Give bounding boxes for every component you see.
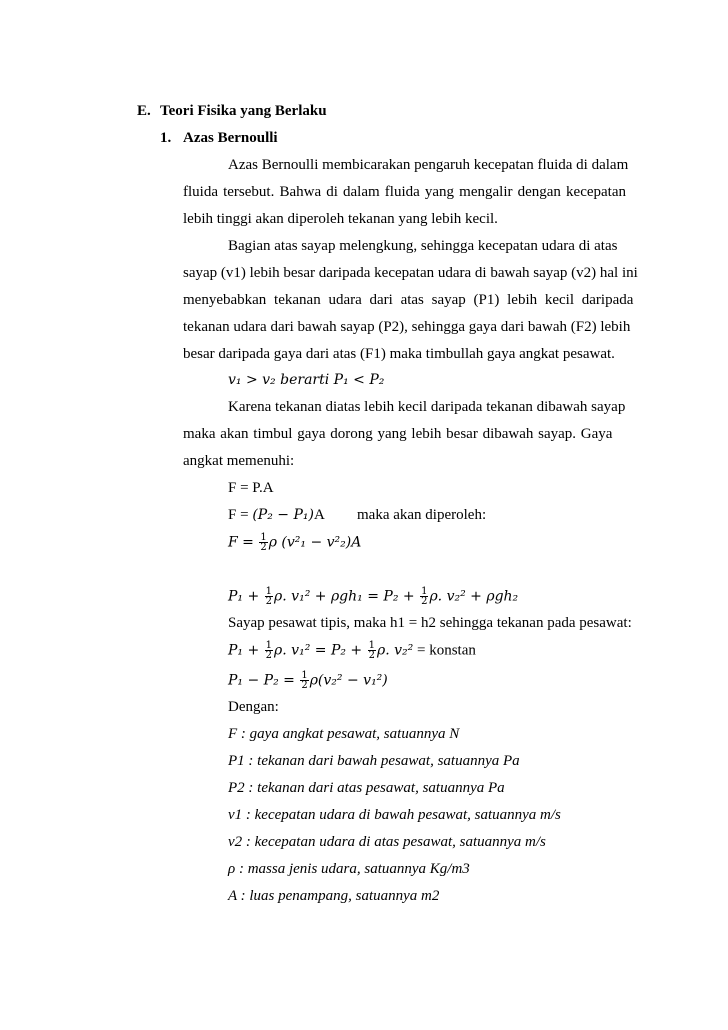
half-fraction [259, 533, 267, 552]
velocity-relation: v₁ > v₂ berarti P₁ < P₂ [228, 372, 385, 388]
p2-line-4: tekanan udara dari bawah sayap (P2), sehingga gaya dari bawah (F2) lebih [183, 319, 631, 335]
eq-force-diff [228, 506, 325, 524]
p3-line-1: Karena tekanan diatas lebih kecil daripada tekanan dibawah sayap [228, 399, 626, 415]
section-letter: E. [137, 103, 151, 119]
legend-item-f: F : gaya angkat pesawat, satuannya N [228, 726, 460, 742]
legend-item-rho: ρ : massa jenis udara, satuannya Kg/m3 [228, 861, 470, 877]
fraction-denominator: 2 [368, 650, 375, 661]
eq-bernoulli-left: P₁ + [228, 588, 264, 605]
p1-line-1: Azas Bernoulli membicarakan pengaruh kecepatan fluida di dalam [228, 157, 629, 173]
eq-force-diff-prefix: F = [228, 507, 253, 523]
eq-constant-mid: ρ. v₁² = P₂ + [274, 642, 367, 659]
eq-lift-left: F = [228, 534, 259, 551]
half-fraction [265, 641, 273, 660]
eq-constant [228, 641, 476, 660]
eq-lift-right: ρ (v²₁ − v²₂)A [268, 534, 362, 551]
p3-line-3: angkat memenuhi: [183, 453, 295, 469]
thin-wing-text: Sayap pesawat tipis, maka h1 = h2 sehingga tekanan pada pesawat: [228, 615, 632, 631]
legend-item-v2: v2 : kecepatan udara di atas pesawat, satuannya m/s [228, 834, 546, 850]
p1-line-2: fluida tersebut. Bahwa di dalam fluida yang mengalir dengan kecepatan [183, 184, 626, 200]
legend-item-p2: P2 : tekanan dari atas pesawat, satuannya Pa [228, 780, 505, 796]
fraction-denominator: 2 [421, 596, 428, 607]
eq-force-pa: F = P.A [228, 480, 274, 496]
legend-item-p1: P1 : tekanan dari bawah pesawat, satuannya Pa [228, 753, 520, 769]
legend-title: Dengan: [228, 699, 279, 715]
eq-force-note: maka akan diperoleh: [357, 507, 487, 523]
eq-bernoulli-mid: ρ. v₁² + ρgh₁ = P₂ + [274, 588, 420, 605]
subsection-number: 1. [160, 130, 172, 146]
eq-constant-right: ρ. v₂² [376, 642, 414, 659]
legend-item-v1: v1 : kecepatan udara di bawah pesawat, satuannya m/s [228, 807, 561, 823]
p2-line-1: Bagian atas sayap melengkung, sehingga kecepatan udara di atas [228, 238, 618, 254]
half-fraction [420, 587, 428, 606]
eq-constant-suffix: = konstan [413, 642, 476, 659]
eq-bernoulli-full [228, 587, 518, 606]
legend-item-a: A : luas penampang, satuannya m2 [228, 888, 440, 904]
p2-line-5: besar daripada gaya dari atas (F1) maka timbullah gaya angkat pesawat. [183, 346, 615, 362]
half-fraction [265, 587, 273, 606]
eq-difference [228, 671, 388, 690]
subsection-title: Azas Bernoulli [183, 130, 278, 146]
eq-difference-right: ρ(v₂² − v₁²) [309, 672, 388, 689]
eq-force-diff-suffix: A [313, 507, 325, 523]
fraction-denominator: 2 [265, 650, 273, 661]
fraction-denominator: 2 [260, 542, 267, 553]
half-fraction [368, 641, 376, 660]
eq-force-diff-math: (P₂ − P₁) [252, 507, 314, 523]
eq-constant-left: P₁ + [228, 642, 264, 659]
fraction-numerator: 1 [421, 586, 428, 597]
eq-difference-left: P₁ − P₂ = [228, 672, 300, 689]
fraction-numerator: 1 [265, 640, 273, 651]
p2-line-3: menyebabkan tekanan udara dari atas sayap (P1) lebih kecil daripada [183, 292, 634, 308]
eq-lift [228, 533, 361, 552]
fraction-numerator: 1 [260, 532, 267, 543]
fraction-numerator: 1 [368, 640, 375, 651]
section-title: Teori Fisika yang Berlaku [160, 103, 327, 119]
half-fraction [300, 671, 308, 690]
fraction-denominator: 2 [265, 596, 273, 607]
eq-bernoulli-right: ρ. v₂² + ρgh₂ [429, 588, 519, 605]
fraction-numerator: 1 [265, 586, 273, 597]
p2-line-2: sayap (v1) lebih besar daripada kecepatan udara di bawah sayap (v2) hal ini [183, 265, 638, 281]
p3-line-2: maka akan timbul gaya dorong yang lebih besar dibawah sayap. Gaya [183, 426, 613, 442]
fraction-denominator: 2 [301, 680, 308, 691]
p1-line-3: lebih tinggi akan diperoleh tekanan yang lebih kecil. [183, 211, 498, 227]
fraction-numerator: 1 [301, 670, 308, 681]
